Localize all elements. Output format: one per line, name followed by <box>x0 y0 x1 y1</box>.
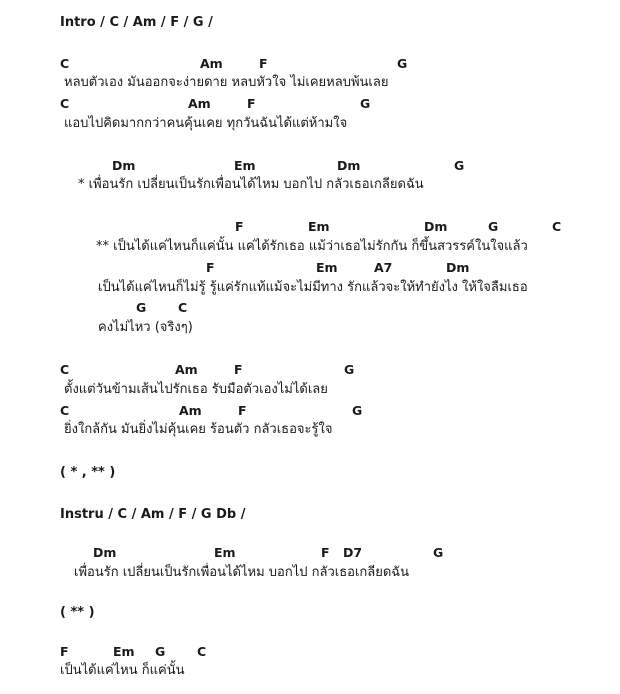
chord: C <box>197 644 207 659</box>
chord: Dm <box>112 158 136 173</box>
lyric-line: ตั้งแต่วันข้ามเส้นไปรักเธอ รับมือตัวเองไม่ได้เลย <box>64 382 328 397</box>
lyric-line: ยิ่งใกล้กัน มันยิ่งไม่คุ้นเคย ร้อนตัว กลัวเธอจะรู้ใจ <box>64 422 333 437</box>
chord: Am <box>179 403 202 418</box>
chord: F <box>60 644 69 659</box>
lyric-line: ** เป็นได้แค่ไหนก็แค่นั้น แค่ได้รักเธอ แม้ว่าเธอไม่รักกัน ก็ขึ้นสวรรค์ในใจแล้ว <box>96 239 528 254</box>
lyric-line: แอบไปคิดมากกว่าคนคุ้นเคย ทุกวันฉันได้แต่ห้ามใจ <box>64 116 348 131</box>
repeat-marker: ( * , ** ) <box>60 465 116 480</box>
chord: C <box>552 219 562 234</box>
lyric-line: * เพื่อนรัก เปลี่ยนเป็นรักเพื่อนได้ไหม บอกไป กลัวเธอเกลียดฉัน <box>78 177 424 192</box>
chord: Dm <box>337 158 361 173</box>
chord: G <box>488 219 499 234</box>
intro-line: Intro / C / Am / F / G / <box>60 15 213 30</box>
chord: F <box>238 403 247 418</box>
chord: Dm <box>93 545 117 560</box>
chord: C <box>60 403 70 418</box>
chord: F <box>235 219 244 234</box>
chord: G <box>155 644 166 659</box>
chord: A7 <box>374 260 393 275</box>
lyric-line: หลบตัวเอง มันออกจะง่ายดาย หลบหัวใจ ไม่เคยหลบพ้นเลย <box>64 75 389 90</box>
chord: D7 <box>343 545 363 560</box>
chord: Am <box>188 96 211 111</box>
chord: Em <box>113 644 135 659</box>
chord: Am <box>175 362 198 377</box>
chord: F <box>206 260 215 275</box>
chord: C <box>60 362 70 377</box>
lyric-line: เป็นได้แค่ไหน ก็แค่นั้น <box>60 663 185 678</box>
chord: C <box>60 56 70 71</box>
chord: Dm <box>446 260 470 275</box>
chord: G <box>344 362 355 377</box>
chord: G <box>454 158 465 173</box>
chord: Dm <box>424 219 448 234</box>
chord: Em <box>234 158 256 173</box>
chord: G <box>433 545 444 560</box>
instru-line: Instru / C / Am / F / G Db / <box>60 507 246 522</box>
chord: Am <box>200 56 223 71</box>
chord: F <box>259 56 268 71</box>
chord: G <box>136 300 147 315</box>
repeat-marker: ( ** ) <box>60 605 95 620</box>
chord: F <box>321 545 330 560</box>
chord: Em <box>308 219 330 234</box>
chord: F <box>247 96 256 111</box>
chord: F <box>234 362 243 377</box>
lyric-line: คงไม่ไหว (จริงๆ) <box>98 320 193 335</box>
lyric-line: เป็นได้แค่ไหนก็ไม่รู้ รู้แค่รักแท้แม้จะไม่มีทาง รักแล้วจะให้ทำยังไง ให้ใจลืมเธอ <box>98 280 528 295</box>
chord: C <box>60 96 70 111</box>
chord: Em <box>214 545 236 560</box>
chord: G <box>397 56 408 71</box>
chord: G <box>352 403 363 418</box>
lyric-line: เพื่อนรัก เปลี่ยนเป็นรักเพื่อนได้ไหม บอกไป กลัวเธอเกลียดฉัน <box>74 565 410 580</box>
chord: C <box>178 300 188 315</box>
chord: Em <box>316 260 338 275</box>
chord: G <box>360 96 371 111</box>
